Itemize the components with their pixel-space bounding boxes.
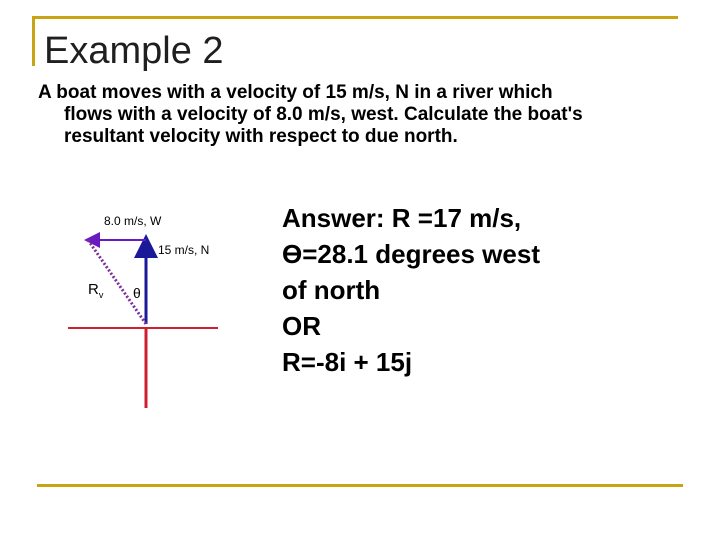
problem-line-3: resultant velocity with respect to due north. [64, 126, 458, 147]
answer-line-1: Answer: R =17 m/s, [282, 203, 522, 233]
problem-line-2: flows with a velocity of 8.0 m/s, west. Calculate the boat's [64, 104, 583, 125]
answer-block [282, 200, 540, 380]
west-vector-label: 8.0 m/s, W [104, 214, 162, 228]
angle-label: θ [133, 285, 141, 301]
slide-title: Example 2 [44, 30, 224, 72]
answer-line-2: ϴ=28.1 degrees west [282, 239, 540, 269]
problem-line-1: A boat moves with a velocity of 15 m/s, N in a river which [38, 82, 553, 103]
answer-line-4: OR [282, 311, 321, 341]
north-vector-label: 15 m/s, N [158, 243, 210, 257]
answer-line-5: R=-8i + 15j [282, 347, 413, 377]
resultant-label: $R_v$ [88, 281, 104, 300]
answer-line-3: of north [282, 275, 381, 305]
